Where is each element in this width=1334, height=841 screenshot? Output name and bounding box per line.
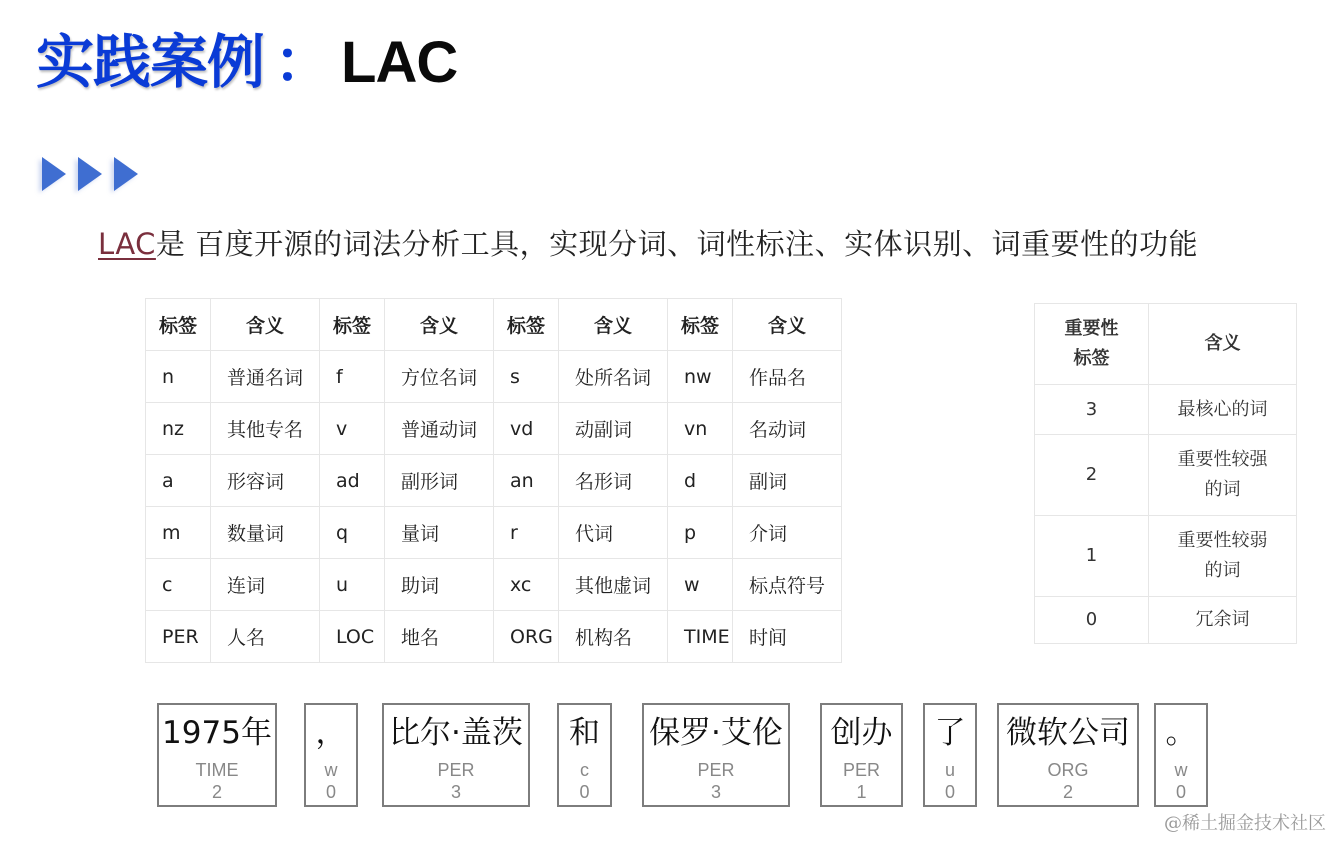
tag-cell: LOC (320, 611, 385, 663)
token-pos-tag: u (944, 760, 955, 780)
meaning-cell: 处所名词 (559, 351, 668, 403)
watermark: @稀土掘金技术社区 (1164, 813, 1326, 834)
token-importance: 0 (1175, 782, 1186, 802)
meaning-cell: 标点符号 (733, 559, 842, 611)
header-tag: 标签 (494, 299, 559, 351)
token-importance: 0 (579, 782, 590, 802)
header-meaning: 含义 (1149, 304, 1297, 385)
table-row (146, 559, 842, 611)
meaning-cell: 数量词 (211, 507, 320, 559)
meaning-cell: 名动词 (733, 403, 842, 455)
meaning-cell: 介词 (733, 507, 842, 559)
header-meaning: 含义 (559, 299, 668, 351)
meaning-cell: 方位名词 (385, 351, 494, 403)
header-meaning: 含义 (385, 299, 494, 351)
token-word: 了 (934, 715, 966, 751)
token-pos-tag: PER (697, 760, 735, 780)
meaning-cell: 重要性较弱 的词 (1149, 516, 1297, 597)
table-header-row (1035, 304, 1297, 385)
meaning-cell: 形容词 (211, 455, 320, 507)
tag-cell: xc (494, 559, 559, 611)
tag-cell: d (668, 455, 733, 507)
token-box (642, 703, 790, 807)
meaning-cell: 普通名词 (211, 351, 320, 403)
page-title (36, 22, 457, 103)
header-tag: 标签 (668, 299, 733, 351)
token-word: 微软公司 (1006, 715, 1130, 751)
header-meaning: 含义 (733, 299, 842, 351)
table-row (146, 507, 842, 559)
token-word: 创办 (830, 715, 893, 751)
importance-table (1034, 303, 1297, 644)
meaning-cell: 量词 (385, 507, 494, 559)
meaning-cell: 冗余词 (1149, 597, 1297, 644)
token-word: 1975年 (162, 715, 272, 751)
lac-link[interactable]: LAC (98, 227, 156, 261)
meaning-cell: 最核心的词 (1149, 385, 1297, 435)
table-row (1035, 385, 1297, 435)
token-importance: 1 (856, 782, 867, 802)
token-pos-tag: c (580, 760, 589, 780)
token-word: 。 (1165, 715, 1197, 751)
meaning-cell: 动副词 (559, 403, 668, 455)
token-box (304, 703, 358, 807)
header-tag: 标签 (146, 299, 211, 351)
meaning-cell: 时间 (733, 611, 842, 663)
tag-cell: r (494, 507, 559, 559)
pos-tag-table (145, 298, 842, 663)
tag-cell: nw (668, 351, 733, 403)
description (98, 222, 1198, 263)
token-word: ， (315, 715, 347, 751)
tag-cell: q (320, 507, 385, 559)
title-separator: ： (274, 28, 332, 96)
meaning-cell: 名形词 (559, 455, 668, 507)
bullet-arrows (42, 157, 138, 191)
meaning-cell: 助词 (385, 559, 494, 611)
token-pos-tag: ORG (1047, 760, 1089, 780)
token-box (557, 703, 612, 807)
chevron-right-icon (42, 157, 66, 191)
meaning-cell: 机构名 (559, 611, 668, 663)
tag-cell: an (494, 455, 559, 507)
table-row (1035, 516, 1297, 597)
tag-cell: PER (146, 611, 211, 663)
table-row (146, 611, 842, 663)
table-row (146, 351, 842, 403)
meaning-cell: 重要性较强 的词 (1149, 435, 1297, 516)
token-pos-tag: w (1174, 760, 1188, 780)
tag-cell: nz (146, 403, 211, 455)
table-header-row (146, 299, 842, 351)
token-pos-tag: PER (437, 760, 475, 780)
table-row (146, 403, 842, 455)
title-english: LAC (341, 30, 458, 95)
tag-cell: f (320, 351, 385, 403)
tag-cell: m (146, 507, 211, 559)
token-word: 保罗·艾伦 (649, 715, 783, 751)
tag-cell: a (146, 455, 211, 507)
tag-cell: ORG (494, 611, 559, 663)
meaning-cell: 连词 (211, 559, 320, 611)
token-word: 和 (569, 715, 600, 751)
meaning-cell: 其他虚词 (559, 559, 668, 611)
token-importance: 2 (1062, 782, 1073, 802)
token-box (382, 703, 530, 807)
level-cell: 0 (1035, 597, 1149, 644)
meaning-cell: 作品名 (733, 351, 842, 403)
tag-cell: p (668, 507, 733, 559)
header-importance-tag: 重要性 标签 (1035, 304, 1149, 385)
meaning-cell: 其他专名 (211, 403, 320, 455)
header-meaning: 含义 (211, 299, 320, 351)
tag-cell: vd (494, 403, 559, 455)
token-box (923, 703, 977, 807)
tag-cell: s (494, 351, 559, 403)
tag-cell: c (146, 559, 211, 611)
table-row (146, 455, 842, 507)
meaning-cell: 副形词 (385, 455, 494, 507)
token-pos-tag: PER (842, 760, 880, 780)
description-text: 是 百度开源的词法分析工具，实现分词、词性标注、实体识别、词重要性的功能 (155, 227, 1199, 261)
tag-cell: ad (320, 455, 385, 507)
tag-cell: vn (668, 403, 733, 455)
token-importance: 3 (710, 782, 721, 802)
tag-cell: u (320, 559, 385, 611)
header-tag: 标签 (320, 299, 385, 351)
meaning-cell: 普通动词 (385, 403, 494, 455)
meaning-cell: 副词 (733, 455, 842, 507)
title-chinese: 实践案例 (36, 28, 265, 96)
tag-cell: w (668, 559, 733, 611)
meaning-cell: 地名 (385, 611, 494, 663)
token-pos-tag: w (324, 760, 338, 780)
level-cell: 3 (1035, 385, 1149, 435)
token-box (1154, 703, 1208, 807)
token-importance: 2 (211, 782, 222, 802)
meaning-cell: 代词 (559, 507, 668, 559)
token-importance: 0 (325, 782, 336, 802)
token-box (997, 703, 1139, 807)
tag-cell: v (320, 403, 385, 455)
table-row (1035, 435, 1297, 516)
level-cell: 1 (1035, 516, 1149, 597)
token-importance: 3 (450, 782, 461, 802)
tag-cell: n (146, 351, 211, 403)
meaning-cell: 人名 (211, 611, 320, 663)
tag-cell: TIME (668, 611, 733, 663)
token-word: 比尔·盖茨 (389, 715, 523, 751)
level-cell: 2 (1035, 435, 1149, 516)
table-row (1035, 597, 1297, 644)
token-pos-tag: TIME (195, 760, 239, 780)
chevron-right-icon (114, 157, 138, 191)
chevron-right-icon (78, 157, 102, 191)
token-importance: 0 (944, 782, 955, 802)
token-box (820, 703, 903, 807)
token-box (157, 703, 277, 807)
